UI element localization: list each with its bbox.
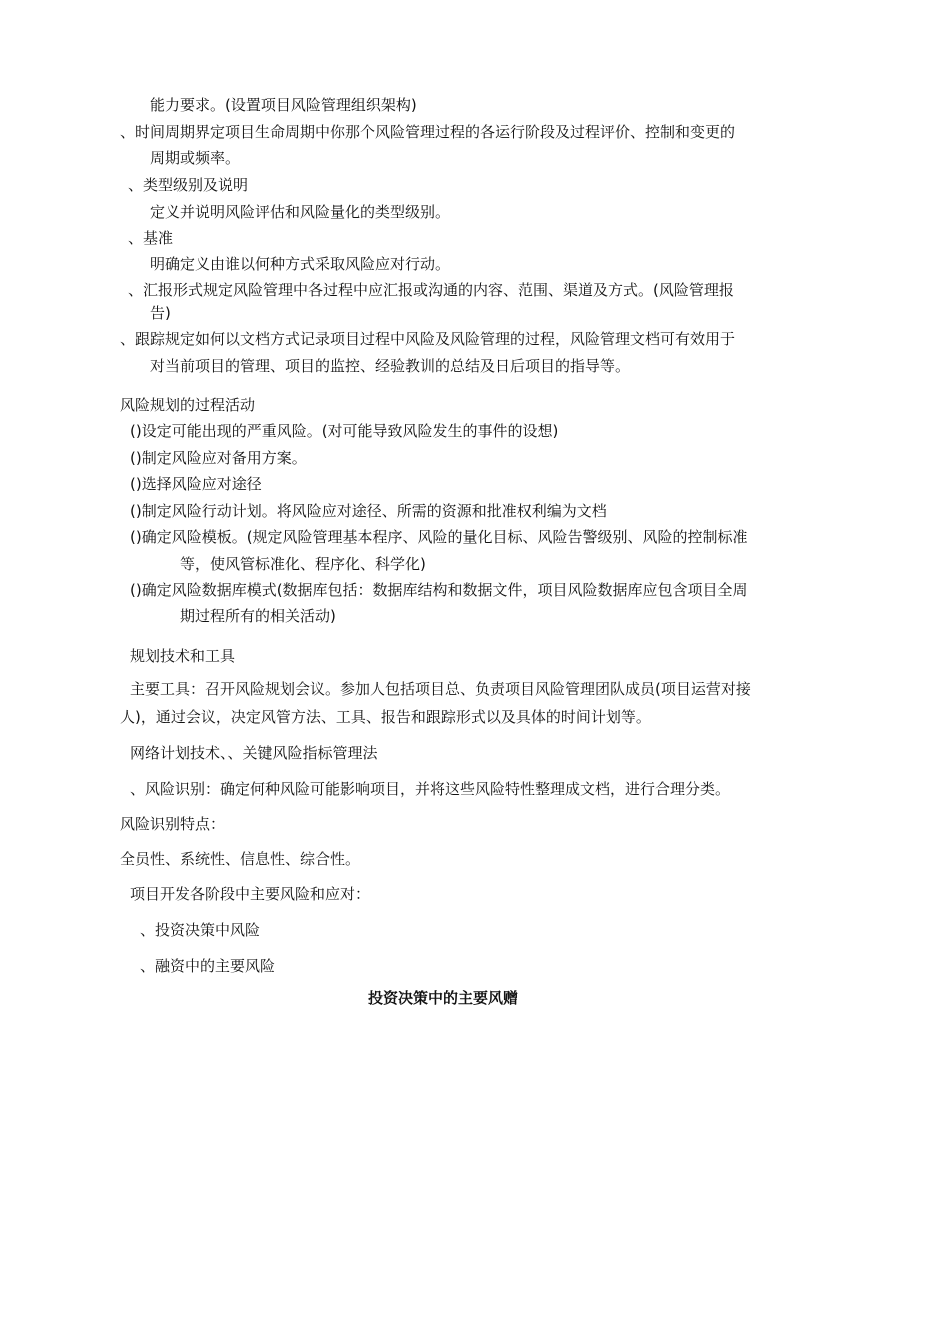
text-line: 、跟踪规定如何以文档方式记录项目过程中风险及风险管理的过程，风险管理文档可有效用于 (120, 330, 736, 348)
text-line: 、时间周期界定项目生命周期中你那个风险管理过程的各运行阶段及过程评价、控制和变更的 (120, 123, 736, 141)
text-line: 风险识别特点： (120, 815, 226, 833)
text-line: 项目开发各阶段中主要风险和应对： (130, 885, 371, 903)
text-line: 人)，通过会议，决定风管方法、工具、报告和跟踪形式以及具体的时间计划等。 (120, 708, 651, 726)
text-line: 定义并说明风险评估和风险量化的类型级别。 (150, 203, 451, 221)
list-item: ()设定可能出现的严重风险。(对可能导致风险发生的事件的设想) (130, 422, 559, 440)
section-heading: 规划技术和工具 (130, 647, 236, 665)
list-item: ()选择风险应对途径 (130, 475, 262, 493)
list-item-continuation: 期过程所有的相关活动) (180, 607, 336, 625)
text-line: 、风险识别：确定何种风险可能影响项目，并将这些风险特性整理成文档，进行合理分类。 (130, 780, 731, 798)
list-item: ()确定风险数据库模式(数据库包括：数据库结构和数据文件，项目风险数据库应包含项目全周 (130, 581, 748, 599)
text-line: 、类型级别及说明 (128, 176, 249, 194)
text-line: 网络计划技术、、关键风险指标管理法 (130, 744, 378, 762)
text-line: 主要工具：召开风险规划会议。参加人包括项目总、负责项目风险管理团队成员(项目运营对接 (130, 680, 751, 698)
list-item: 、投资决策中风险 (140, 921, 261, 939)
text-line: 能力要求。(设置项目风险管理组织架构) (150, 96, 417, 114)
list-item: ()确定风险模板。(规定风险管理基本程序、风险的量化目标、风险告警级别、风险的控制标准 (130, 528, 748, 546)
text-line: 、汇报形式规定风险管理中各过程中应汇报或沟通的内容、范围、渠道及方式。(风险管理报 (128, 281, 734, 299)
list-item: 、融资中的主要风险 (140, 957, 276, 975)
list-item: ()制定风险应对备用方案。 (130, 449, 307, 467)
table-title: 投资决策中的主要风赠 (367, 989, 518, 1007)
text-line: 告) (150, 304, 171, 322)
text-line: 全员性、系统性、信息性、综合性。 (120, 850, 361, 868)
text-line: 周期或频率。 (150, 149, 241, 167)
section-heading: 风险规划的过程活动 (120, 396, 256, 414)
text-line: 、基准 (128, 229, 174, 247)
text-line: 对当前项目的管理、项目的监控、经验教训的总结及日后项目的指导等。 (150, 357, 631, 375)
text-line: 明确定义由谁以何种方式采取风险应对行动。 (150, 255, 451, 273)
list-item-continuation: 等，使风管标准化、程序化、科学化) (180, 555, 426, 573)
list-item: ()制定风险行动计划。将风险应对途径、所需的资源和批准权利编为文档 (130, 502, 607, 520)
